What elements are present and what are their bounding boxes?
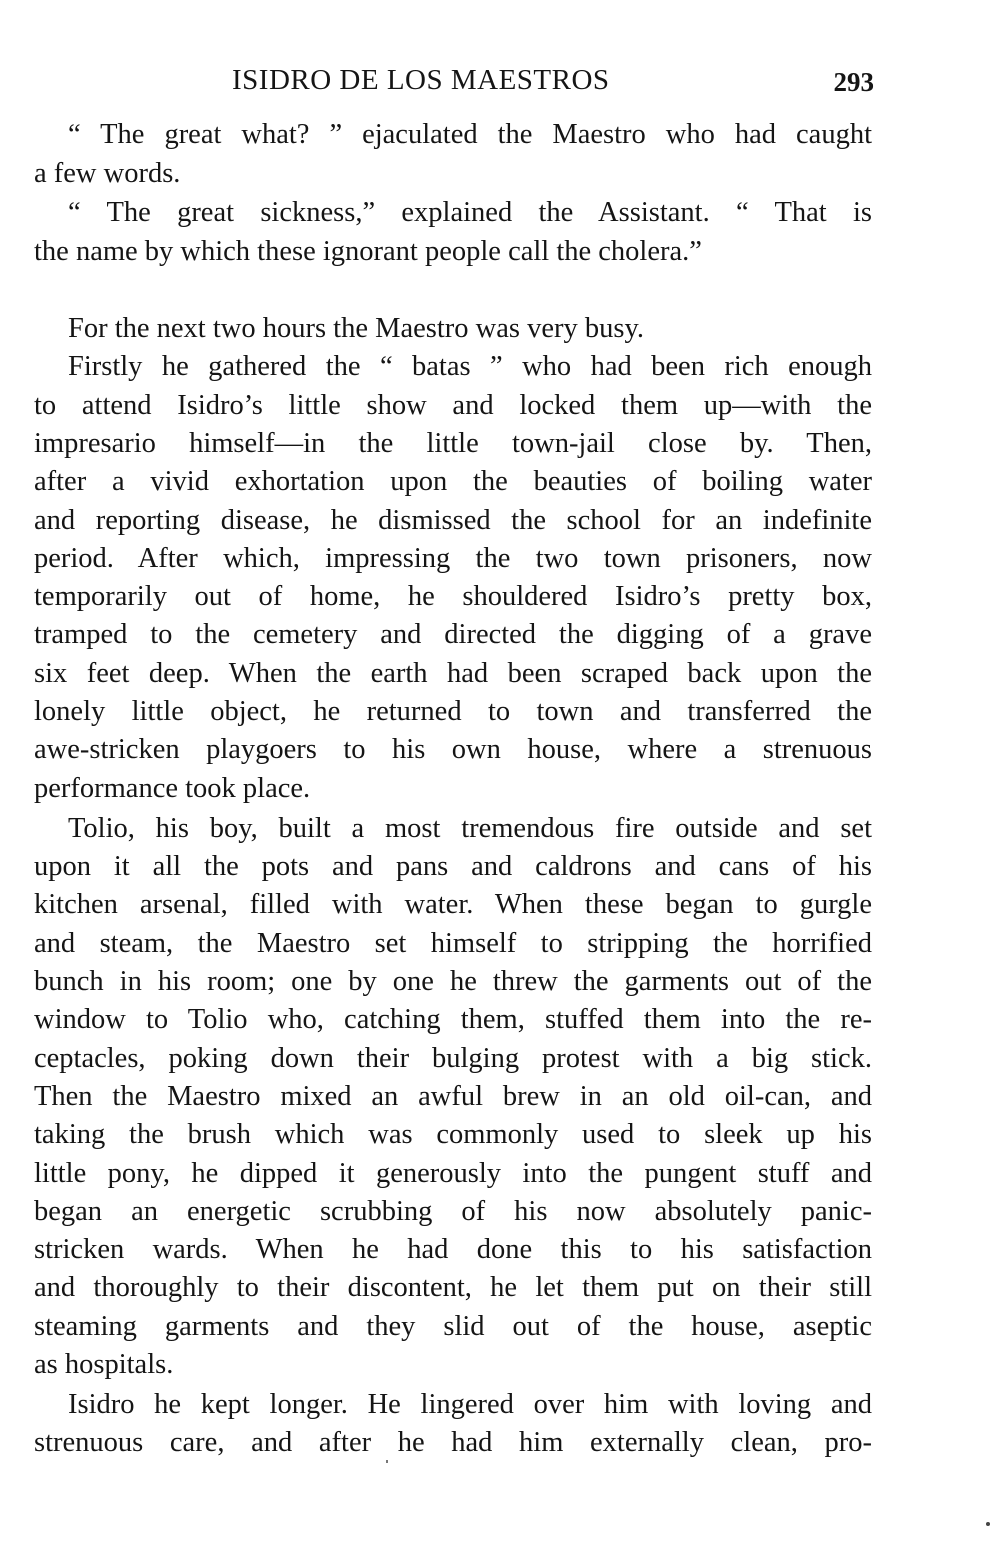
text-line: “ The great sickness,” explained the Assistant. “ That is (68, 197, 872, 228)
text-line: little pony, he dipped it generously into the pungent stuff and (34, 1158, 872, 1189)
text-line: began an energetic scrubbing of his now absolutely panic- (34, 1196, 872, 1227)
text-line: Then the Maestro mixed an awful brew in an old oil-can, and (34, 1081, 872, 1112)
text-line: For the next two hours the Maestro was very busy. (68, 313, 644, 344)
text-line: after a vivid exhortation upon the beauties of boiling water (34, 466, 872, 497)
text-line: a few words. (34, 158, 181, 189)
text-line: lonely little object, he returned to town and transferred the (34, 696, 872, 727)
page-number: 293 (833, 67, 874, 97)
text-line: bunch in his room; one by one he threw the garments out of the (34, 966, 872, 997)
text-line: steaming garments and they slid out of the house, aseptic (34, 1311, 872, 1342)
text-line: period. After which, impressing the two town prisoners, now (34, 543, 872, 574)
text-line: Tolio, his boy, built a most tremendous fire outside and set (68, 813, 872, 844)
text-line: stricken wards. When he had done this to his satisfaction (34, 1234, 872, 1265)
text-line: performance took place. (34, 773, 311, 804)
text-line: temporarily out of home, he shouldered Isidro’s pretty box, (34, 581, 872, 612)
scan-speck (386, 1460, 388, 1463)
text-line: to attend Isidro’s little show and locked them up—with the (34, 390, 872, 421)
scan-speck (986, 1522, 990, 1526)
running-title: ISIDRO DE LOS MAESTROS (232, 64, 610, 96)
text-line: Firstly he gathered the “ batas ” who had been rich enough (68, 351, 872, 382)
text-line: six feet deep. When the earth had been scraped back upon the (34, 658, 872, 689)
text-line: and steam, the Maestro set himself to stripping the horrified (34, 928, 872, 959)
text-line: the name by which these ignorant people call the cholera.” (34, 236, 702, 267)
text-line: upon it all the pots and pans and caldrons and cans of his (34, 851, 872, 882)
text-line: kitchen arsenal, filled with water. When these began to gurgle (34, 889, 872, 920)
text-line: and reporting disease, he dismissed the school for an indefinite (34, 505, 872, 536)
text-line: awe-stricken playgoers to his own house, where a strenuous (34, 734, 872, 765)
text-line: taking the brush which was commonly used to sleek up his (34, 1119, 872, 1150)
text-line: and thoroughly to their discontent, he let them put on their still (34, 1272, 872, 1303)
text-line: ceptacles, poking down their bulging protest with a big stick. (34, 1043, 872, 1074)
text-line: Isidro he kept longer. He lingered over him with loving and (68, 1389, 872, 1420)
text-line: “ The great what? ” ejaculated the Maestro who had caught (68, 119, 872, 150)
text-line: tramped to the cemetery and directed the digging of a grave (34, 619, 872, 650)
running-head (34, 58, 874, 102)
text-line: as hospitals. (34, 1349, 174, 1380)
text-line: impresario himself—in the little town-jail close by. Then, (34, 428, 872, 459)
text-line: window to Tolio who, catching them, stuffed them into the re- (34, 1004, 872, 1035)
text-line: strenuous care, and after he had him externally clean, pro- (34, 1427, 872, 1458)
